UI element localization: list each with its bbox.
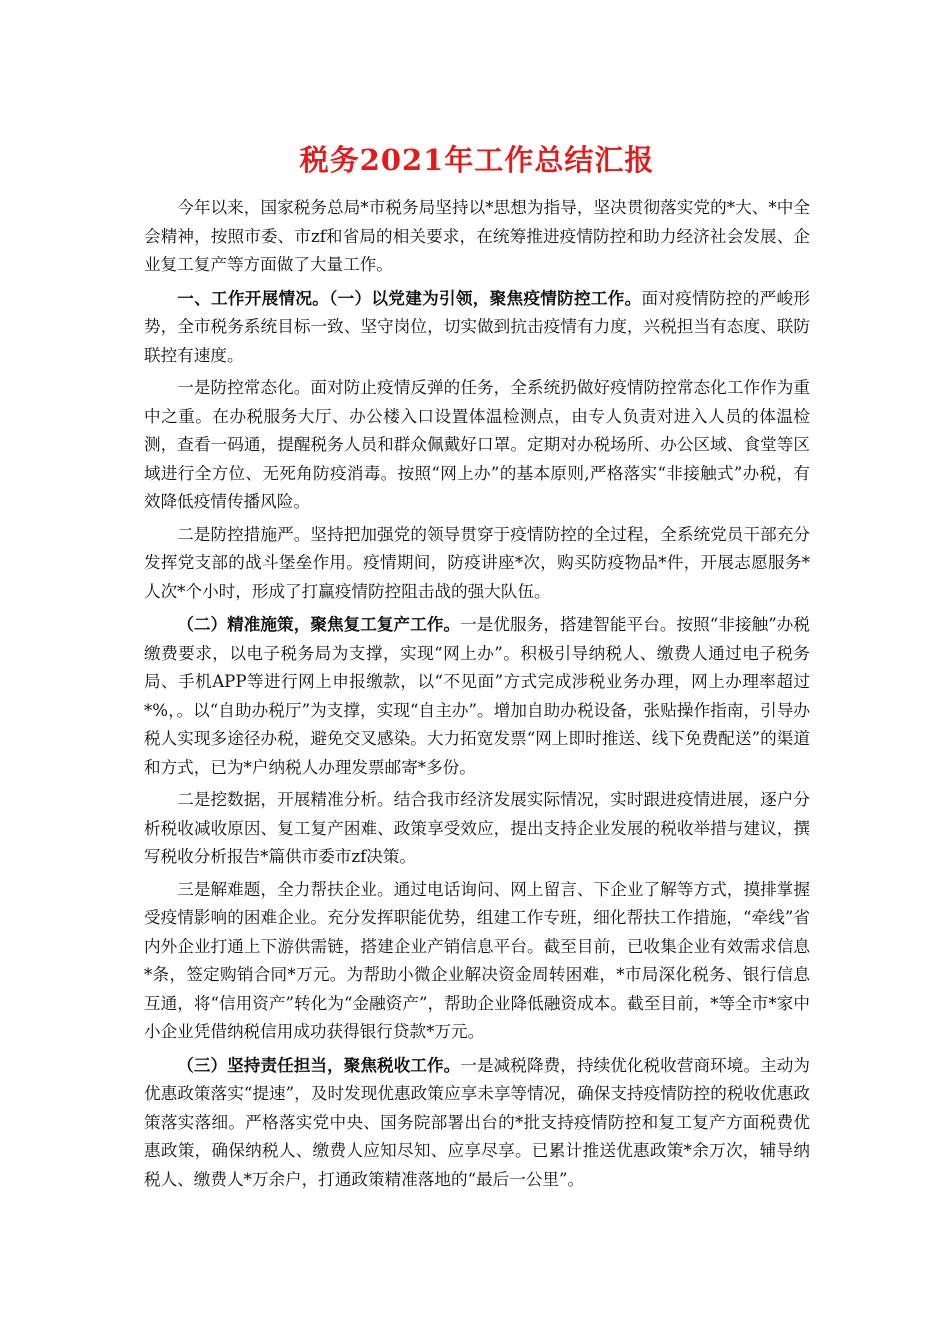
paragraph-intro bbox=[144, 194, 810, 280]
paragraph-text: 二是挖数据，开展精准分析。结合我市经济发展实际情况，实时跟进疫情进展，逐户分析税收减收原因、复工复产困难、政策享受效应，提出支持企业发展的税收举措与建议，撰写税收分析报告*篇供市委市zf决策。 bbox=[144, 790, 810, 866]
document-page bbox=[144, 132, 810, 1198]
paragraph-prevention-normalized bbox=[144, 374, 810, 517]
paragraph-text: 今年以来，国家税务总局*市税务局坚持以*思想为指导，坚决贯彻落实党的*大、*中全会精神，按照市委、市zf和省局的相关要求，在统筹推进疫情防控和助力经济社会发展、企业复工复产等方面做了大量工作。 bbox=[144, 198, 810, 274]
paragraph-section-1 bbox=[144, 284, 810, 371]
paragraph-text: 一是优服务，搭建智能平台。按照“非接触”办税缴费要求，以电子税务局为支撑，实现“网上办”。积极引导纳税人、缴费人通过电子税务局、手机APP等进行网上申报缴款，以“不见面”方式完成涉税业务办理，网上办理率超过*%，。以“自助办税厅”为支撑，实现“自主办”。增加自助办税设备，张贴操作指南，引导办税人实现多途径办税，避免交叉感染。大力拓宽发票“网上即时推送、线下免费配送”的渠道和方式，已为*户纳税人办理发票邮寄*多份。 bbox=[144, 615, 811, 777]
paragraph-text: 二是防控措施严。坚持把加强党的领导贯穿于疫情防控的全过程，全系统党员干部充分发挥党支部的战斗堡垒作用。疫情期间，防疫讲座*次，购买防疫物品*件，开展志愿服务*人次*个小时，形成了打赢疫情防控阻击战的强大队伍。 bbox=[144, 524, 810, 601]
paragraph-text: 三是解难题，全力帮扶企业。通过电话询问、网上留言、下企业了解等方式，摸排掌握受疫情影响的困难企业。充分发挥职能优势，组建工作专班，细化帮扶工作措施，“牵线”省内外企业打通上下游供需链，搭建企业产销信息平台。截至目前，已收集企业有效需求信息*条，签定购销合同*万元。为帮助小微企业解决资金周转困难，*市局深化税务、银行信息互通，将“信用资产”转化为“金融资产”，帮助企业降低融资成本。截至目前，*等全市*家中小企业凭借纳税信用成功获得银行贷款*万元。 bbox=[144, 879, 810, 1041]
section-heading: （三）坚持责任担当，聚焦税收工作。 bbox=[177, 1054, 461, 1075]
paragraph-text: 面对疫情防控的严峻形势，全市税务系统目标一致、坚守岗位，切实做到抗击疫情有力度，兴税担当有态度、联防联控有速度。 bbox=[144, 288, 811, 365]
section-heading: （二）精准施策，聚焦复工复产工作。 bbox=[177, 614, 461, 634]
paragraph-section-2 bbox=[144, 610, 810, 782]
paragraph-prevention-strict bbox=[144, 521, 810, 607]
section-heading: 一、工作开展情况。（一）以党建为引领，聚焦疫情防控工作。 bbox=[177, 287, 642, 308]
document-title: 税务2021年工作总结汇报 bbox=[299, 143, 655, 177]
paragraph-text: 一是减税降费，持续优化税收营商环境。主动为优惠政策落实“提速”，及时发现优惠政策应享未享等情况，确保支持疫情防控的税收优惠政策落实落细。严格落实党中央、国务院部署出台的*批支持疫情防控和复工复产方面税费优惠政策，确保纳税人、缴费人应知尽知、应享尽享。已累计推送优惠政策*余万次，辅导纳税人、缴费人*万余户，打通政策精准落地的“最后一公里”。 bbox=[144, 1055, 811, 1189]
paragraph-data-analysis bbox=[144, 786, 810, 872]
paragraph-section-3 bbox=[144, 1051, 810, 1195]
paragraph-text: 一是防控常态化。面对防止疫情反弹的任务，全系统扔做好疫情防控常态化工作作为重中之重。在办税服务大厅、办公楼入口设置体温检测点，由专人负责对进入人员的体温检测，查看一码通，提醒税务人员和群众佩戴好口罩。定期对办税场所、办公区域、食堂等区域进行全方位、无死角防疫消毒。按照“网上办”的基本原则,严格落实“非接触式”办税，有效降低疫情传播风险。 bbox=[144, 378, 810, 511]
paragraph-solve-problems bbox=[144, 876, 810, 1047]
